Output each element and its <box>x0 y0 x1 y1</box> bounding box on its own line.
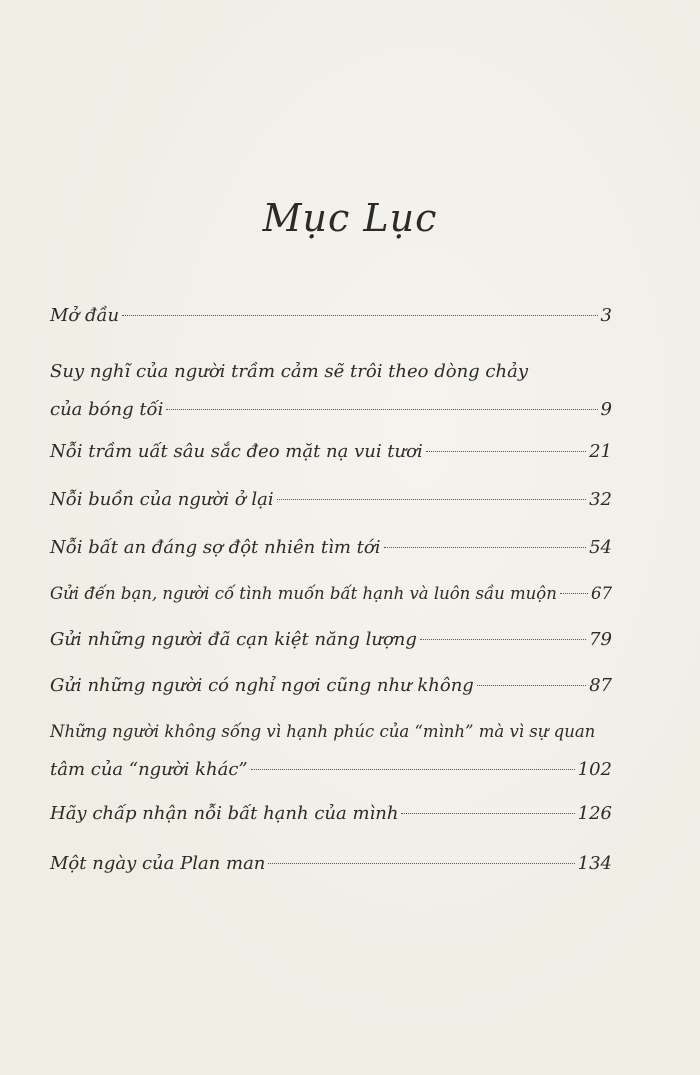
dot-leader <box>420 639 586 640</box>
toc-entry-line <box>50 802 612 826</box>
toc-entry <box>50 802 612 826</box>
toc-entry-line <box>50 628 612 652</box>
toc-entry <box>50 440 612 464</box>
toc-entry-line <box>50 488 612 512</box>
toc-entry-page: 54 <box>589 537 612 558</box>
toc-entry-page: 67 <box>591 584 612 603</box>
toc-entry-title: tâm của “người khác” <box>50 759 248 780</box>
page-title: Mục Lục <box>262 196 438 240</box>
toc-entry-title-line1: Suy nghĩ của người trầm cảm sẽ trôi theo dòng chảy <box>50 361 528 382</box>
toc-entry <box>50 360 612 422</box>
toc-entry-page: 126 <box>577 803 612 824</box>
toc-entry <box>50 536 612 560</box>
toc-entry-page: 87 <box>589 675 612 696</box>
toc-entry <box>50 720 612 782</box>
toc-entry-page: 102 <box>577 759 612 780</box>
toc-entry-title: Gửi những người đã cạn kiệt năng lượng <box>50 629 417 650</box>
toc-entry <box>50 852 612 876</box>
toc-entry <box>50 488 612 512</box>
toc-entry-page: 79 <box>589 629 612 650</box>
toc-entry-line <box>50 852 612 876</box>
dot-leader <box>477 685 586 686</box>
toc-entry-line <box>50 758 612 782</box>
toc-entry-line <box>50 304 612 328</box>
toc-entry-title: Gửi những người có nghỉ ngơi cũng như không <box>50 675 474 696</box>
toc-entry <box>50 582 612 606</box>
toc-entry <box>50 304 612 328</box>
toc-entry-title: của bóng tối <box>50 399 164 420</box>
toc-entry-page: 32 <box>589 489 612 510</box>
toc-entry <box>50 674 612 698</box>
toc-entry-page: 21 <box>589 441 612 462</box>
dot-leader <box>560 593 588 594</box>
dot-leader <box>268 863 574 864</box>
toc-entry-line <box>50 582 612 606</box>
dot-leader <box>384 547 587 548</box>
toc-entry-page: 9 <box>600 399 612 420</box>
dot-leader <box>251 769 575 770</box>
toc-entry-title: Hãy chấp nhận nỗi bất hạnh của mình <box>50 803 399 824</box>
dot-leader <box>122 315 597 316</box>
dot-leader <box>277 499 586 500</box>
toc-entry-line <box>50 674 612 698</box>
toc-entry-line <box>50 440 612 464</box>
toc-entry-line <box>50 398 612 422</box>
toc-entry-title: Một ngày của Plan man <box>50 853 266 874</box>
toc-entry-title-line1: Những người không sống vì hạnh phúc của “mình” mà vì sự quan <box>50 722 596 741</box>
dot-leader <box>401 813 574 814</box>
toc-entry-title: Gửi đến bạn, người cố tình muốn bất hạnh và luôn sầu muộn <box>50 584 557 603</box>
toc-entry-page: 134 <box>577 853 612 874</box>
dot-leader <box>426 451 586 452</box>
toc-entry-page: 3 <box>600 305 612 326</box>
toc-entry-title: Nỗi trầm uất sâu sắc đeo mặt nạ vui tươi <box>50 441 423 462</box>
toc-entry-title: Nỗi bất an đáng sợ đột nhiên tìm tới <box>50 537 381 558</box>
dot-leader <box>166 409 597 410</box>
toc-entry-title: Mở đầu <box>50 305 120 326</box>
toc-entry-title: Nỗi buồn của người ở lại <box>50 489 274 510</box>
toc-entry-line <box>50 536 612 560</box>
toc-entry <box>50 628 612 652</box>
